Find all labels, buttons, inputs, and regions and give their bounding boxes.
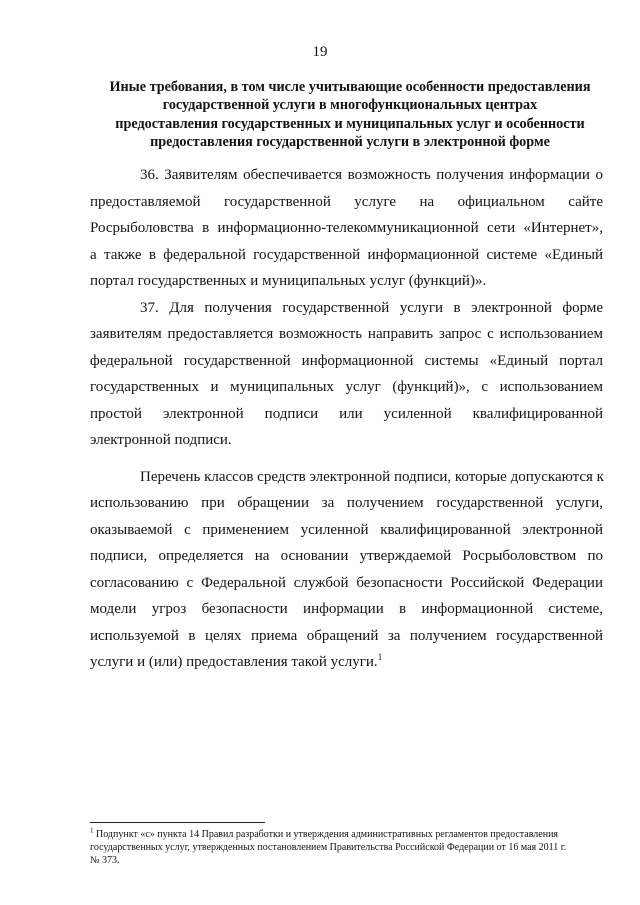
footnote-divider [90,822,265,823]
footnote-reference[interactable]: 1 [377,652,383,662]
footnote [90,828,610,867]
text-line: государственных и муниципальных услуг (функций)», с использованием [90,379,603,395]
heading-line: Иные требования, в том числе учитывающие особенности предоставления [109,79,591,95]
text-line: оказываемой с применением усиленной квалифицированной электронной [90,521,603,538]
footnote-line: государственных услуг, утвержденных постановлением Правительства Российской Федерации от 16 мая 2011 г. [90,842,567,853]
document-body [90,162,603,676]
paragraph-37 [90,295,603,454]
text-line: используемой в целях приема обращений за получением государственной [90,627,603,644]
text-line-content: услуги и (или) предоставления такой услуги. [90,654,378,670]
text-line: предоставляемой государственной услуге на официальном сайте [90,193,603,210]
text-line: заявителям предоставляется возможность направить запрос с использованием [90,326,603,342]
text-line: Росрыболовства в информационно-телекоммуникационной сети «Интернет», [90,220,603,236]
heading-line: предоставления государственных и муниципальных услуг и особенности [115,115,585,132]
text-line: федеральной государственной информационной системы «Единый портал [90,352,603,369]
text-line: 36. Заявителям обеспечивается возможность получения информации о [140,167,603,183]
text-line: простой электронной подписи или усиленной квалифицированной [90,405,603,422]
text-line: а также в федеральной государственной информационной системе «Единый [90,246,603,263]
text-line: электронной подписи. [90,432,232,448]
text-line: модели угроз безопасности информации в информационной системе, [90,601,603,617]
text-line: 37. Для получения государственной услуги в электронной форме [140,299,603,316]
page-number: 19 [312,44,328,60]
text-line: согласованию с Федеральной службой безопасности Российской Федерации [90,574,603,591]
heading-line: государственной услуги в многофункциональных центрах [162,97,538,114]
section-heading [90,78,610,152]
text-line: портал государственных и муниципальных услуг (функций)». [90,273,487,289]
text-line [90,649,603,676]
footnote-text: Подпункт «с» пункта 14 Правил разработки и утверждения административных регламентов предоставления [93,829,559,840]
footnote-marker: 1 [90,826,94,835]
paragraph-36 [90,162,603,295]
footnote-line [90,828,610,841]
text-line: Перечень классов средств электронной подписи, которые допускаются к [140,468,604,485]
text-line: подписи, определяется на основании утверждаемой Росрыболовством по [90,548,603,564]
text-line: использованию при обращении за получением государственной услуги, [90,495,603,511]
paragraph-signature-classes [90,464,603,676]
footnote-line: № 373. [90,855,120,866]
heading-line: предоставления государственной услуги в электронной форме [150,134,550,151]
